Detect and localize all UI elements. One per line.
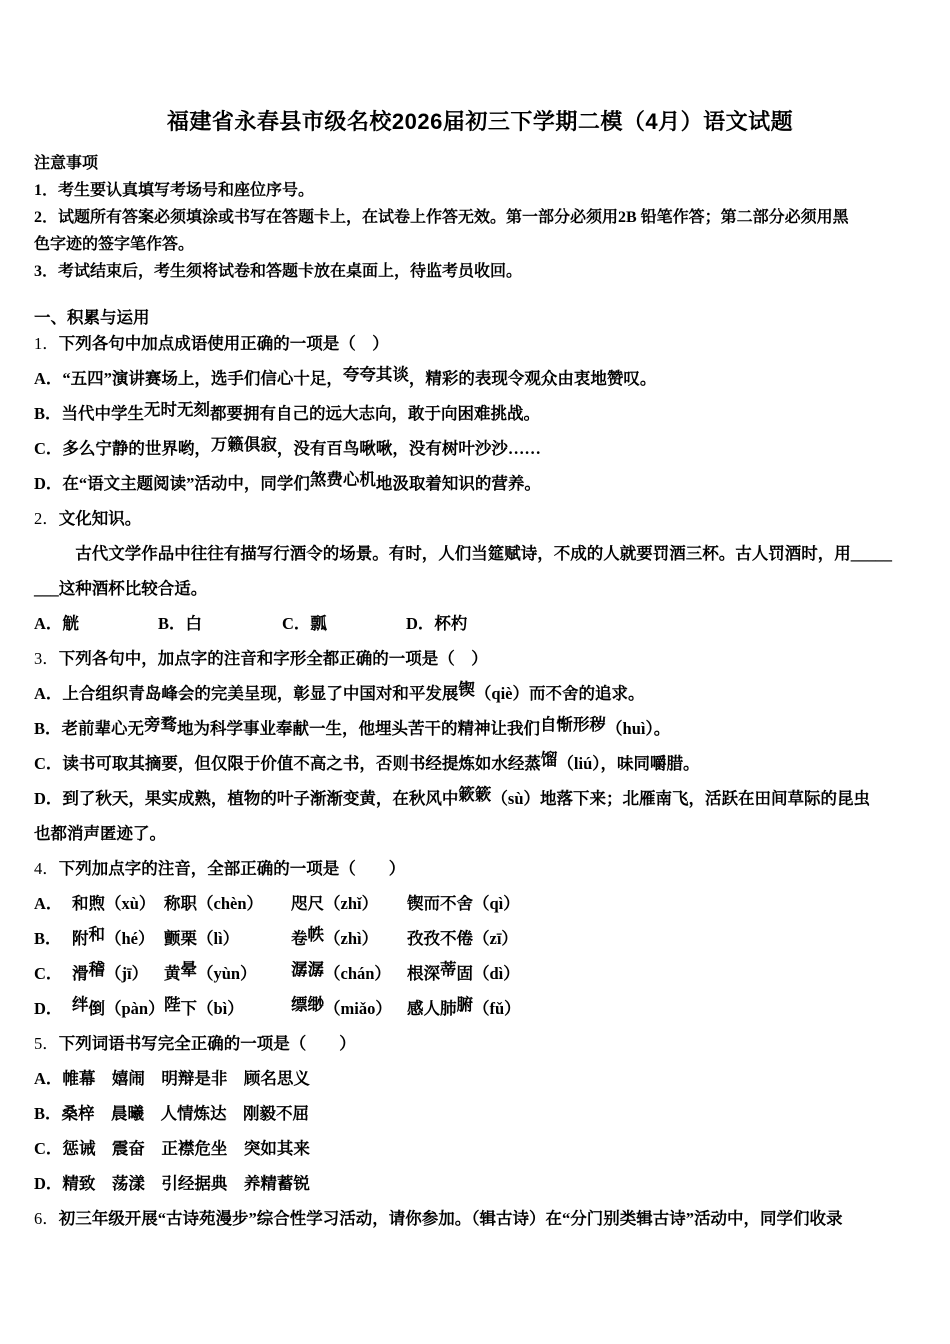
option-label: C． — [34, 754, 63, 773]
question-3-option-a — [34, 681, 926, 707]
question-3-option-d-continued: 也都消声匿迹了。 — [34, 824, 166, 843]
notice-heading: 注意事项 — [34, 155, 99, 172]
question-1-number: 1． — [34, 334, 59, 353]
option-label: A． — [34, 684, 63, 703]
question-2-option-c — [282, 611, 406, 637]
option-label: C． — [34, 1139, 63, 1158]
question-4-option-c — [34, 961, 926, 987]
question-3-number: 3． — [34, 649, 59, 668]
option-text: 当代中学生无时无刻都要拥有自己的远大志向，敢于向困难挑战。 — [61, 400, 541, 423]
option-label: B． — [158, 614, 186, 633]
option-label: C． — [34, 439, 63, 458]
notice-item-1: 1．考生要认真填写考场号和座位序号。 — [34, 182, 315, 199]
question-3-option-d — [34, 786, 926, 812]
question-6-stem — [34, 1206, 926, 1232]
option-text: “五四”演讲赛场上，选手们信心十足，夸夸其谈，精彩的表现令观众由衷地赞叹。 — [62, 365, 657, 388]
question-1-stem — [34, 331, 926, 357]
question-6-text: 初三年级开展“古诗苑漫步”综合性学习活动，请你参加。（辑古诗）在“分门别类辑古诗”活动中，同学们收录 — [58, 1209, 843, 1228]
option-text: 惩诫 震奋 正襟危坐 突如其来 — [62, 1139, 310, 1158]
question-4-option-d — [34, 996, 926, 1022]
question-6-number: 6． — [34, 1209, 59, 1228]
option-word-1: 绊倒（pàn） — [72, 995, 165, 1018]
question-2-option-b — [158, 611, 282, 637]
option-label: D． — [34, 789, 63, 808]
option-text: 瓢 — [310, 614, 327, 633]
option-word-1: 和煦（xù） — [72, 894, 156, 913]
option-label: B． — [34, 929, 62, 948]
question-5-option-b — [34, 1101, 926, 1127]
question-3-option-b — [34, 716, 926, 742]
question-2-options-row — [34, 611, 926, 637]
question-5-option-c — [34, 1136, 926, 1162]
option-word-2: 颤栗（lì） — [164, 929, 240, 948]
option-label: D． — [406, 614, 435, 633]
question-5-option-d — [34, 1171, 926, 1197]
question-2-number: 2． — [34, 509, 59, 528]
option-text: 帷幕 嬉闹 明辩是非 顾名思义 — [62, 1069, 310, 1088]
question-2-stem-text: 文化知识。 — [58, 509, 142, 528]
question-2-paragraph-line-2: ___这种酒杯比较合适。 — [34, 579, 208, 598]
question-4-stem-text: 下列加点字的注音，全部正确的一项是（ ） — [58, 859, 406, 878]
option-word-1: 滑稽（jī） — [72, 960, 149, 983]
notice-item-2-continued: 色字迹的签字笔作答。 — [34, 236, 195, 253]
page-title: 福建省永春县市级名校2026届初三下学期二模（4月）语文试题 — [166, 109, 794, 134]
option-word-2: 黄晕（yùn） — [164, 960, 257, 983]
question-2-option-d — [406, 611, 926, 637]
notice-item-3: 3．考试结束后，考生须将试卷和答题卡放在桌面上，待监考员收回。 — [34, 263, 523, 280]
option-word-3: 缥缈（miǎo） — [291, 995, 392, 1018]
option-word-4: 孜孜不倦（zī） — [407, 929, 518, 948]
question-1-option-b — [34, 401, 926, 427]
option-label: D． — [34, 999, 63, 1018]
option-word-2: 称职（chèn） — [164, 894, 263, 913]
notice-section — [34, 150, 926, 285]
question-5-option-a — [34, 1066, 926, 1092]
option-text: 桑梓 晨曦 人情炼达 刚毅不屈 — [61, 1104, 310, 1123]
question-4-option-a — [34, 891, 926, 917]
question-2-paragraph-line-1: 古代文学作品中往往有描写行酒令的场景。有时，人们当筵赋诗，不成的人就要罚酒三杯。古人罚酒时，用_____ — [75, 544, 892, 563]
option-word-4: 感人肺腑（fǔ） — [407, 995, 521, 1018]
question-3-stem-text: 下列各句中，加点字的注音和字形全都正确的一项是（ ） — [58, 649, 488, 668]
option-word-3: 潺潺（chán） — [291, 960, 391, 983]
option-word-1: 附和（hé） — [72, 925, 155, 948]
option-text: 老前辈心无旁骛地为科学事业奉献一生，他埋头苦干的精神让我们自惭形秽（huì）。 — [61, 715, 671, 738]
option-word-3: 咫尺（zhǐ） — [291, 894, 379, 913]
option-label: A． — [34, 1069, 63, 1088]
option-word-4: 根深蒂固（dì） — [407, 960, 520, 983]
question-4-stem — [34, 856, 926, 882]
option-label: B． — [34, 404, 62, 423]
option-text: 精致 荡漾 引经据典 养精蓄锐 — [62, 1174, 310, 1193]
option-label: D． — [34, 1174, 63, 1193]
option-label: A． — [34, 894, 63, 913]
question-1-option-c — [34, 436, 926, 462]
question-4-number: 4． — [34, 859, 59, 878]
question-1-stem-text: 下列各句中加点成语使用正确的一项是（ ） — [58, 334, 389, 353]
option-text: 上合组织青岛峰会的完美呈现，彰显了中国对和平发展锲（qiè）而不舍的追求。 — [62, 680, 645, 703]
question-1-option-a — [34, 366, 926, 392]
option-label: B． — [34, 1104, 62, 1123]
option-text: 杯杓 — [434, 614, 468, 633]
option-text: 在“语文主题阅读”活动中，同学们煞费心机地汲取着知识的营养。 — [62, 470, 541, 493]
question-5-stem — [34, 1031, 926, 1057]
question-5-number: 5． — [34, 1034, 59, 1053]
question-3-option-c — [34, 751, 926, 777]
option-label: C． — [34, 964, 63, 983]
option-text: 多么宁静的世界哟，万籁俱寂，没有百鸟啾啾，没有树叶沙沙…… — [62, 435, 541, 458]
option-word-3: 卷帙（zhì） — [291, 925, 379, 948]
option-text: 白 — [185, 614, 203, 633]
option-text: 到了秋天，果实成熟，植物的叶子渐渐变黄，在秋风中簌簌（sù）地落下来；北雁南飞，活跃在田间草际的昆虫 — [62, 785, 871, 808]
option-text: 觥 — [62, 614, 79, 633]
option-label: C． — [282, 614, 311, 633]
option-label: B． — [34, 719, 62, 738]
section-heading: 一、积累与运用 — [34, 308, 150, 327]
option-word-4: 锲而不舍（qì） — [407, 894, 520, 913]
option-word-2: 陛下（bì） — [164, 995, 244, 1018]
question-4-option-b — [34, 926, 926, 952]
option-label: D． — [34, 474, 63, 493]
question-2-option-a — [34, 611, 158, 637]
option-label: A． — [34, 614, 63, 633]
question-1-option-d — [34, 471, 926, 497]
question-2-stem — [34, 506, 926, 532]
option-label: A． — [34, 369, 63, 388]
notice-item-2: 2．试题所有答案必须填涂或书写在答题卡上，在试卷上作答无效。第一部分必须用2B 铅笔作答；第二部分必须用黑 — [34, 209, 849, 226]
question-5-stem-text: 下列词语书写完全正确的一项是（ ） — [58, 1034, 356, 1053]
option-text: 读书可取其摘要，但仅限于价值不高之书，否则书经提炼如水经蒸馏（liú），味同嚼腊。 — [62, 750, 700, 773]
question-3-stem — [34, 646, 926, 672]
